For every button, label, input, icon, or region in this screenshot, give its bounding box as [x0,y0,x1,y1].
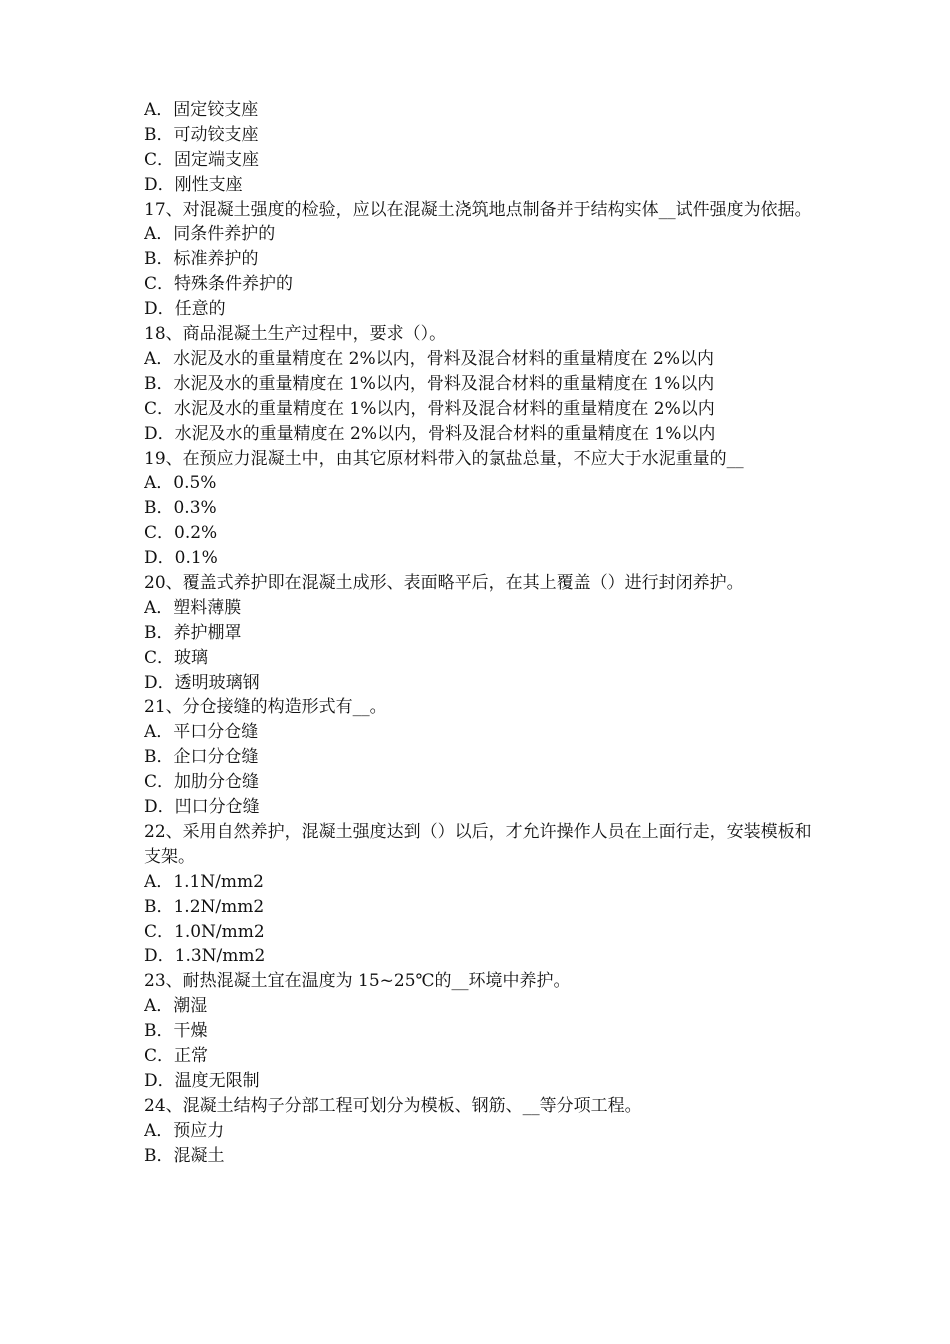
answer-option: B．企口分仓缝 [144,747,259,768]
answer-option: A．预应力 [144,1120,225,1141]
answer-option: B．0.3% [144,498,217,519]
question-text: 22、采用自然养护，混凝土强度达到（）以后，才允许操作人员在上面行走，安装模板和支架。 [144,821,812,867]
answer-option: C．玻璃 [144,647,209,668]
answer-option: C．0.2% [144,523,218,544]
answer-option: B．养护棚罩 [144,622,242,643]
answer-option: B．混凝土 [144,1145,225,1166]
question-text: 21、分仓接缝的构造形式有__。 [144,697,387,718]
answer-option: C．1.0N/mm2 [144,921,265,942]
answer-option: C．特殊条件养护的 [144,274,294,295]
answer-option: B．标准养护的 [144,249,259,270]
answer-option: D．水泥及水的重量精度在 2%以内，骨料及混合材料的重量精度在 1%以内 [144,423,716,444]
answer-option: C．固定端支座 [144,149,260,170]
answer-option: A．固定铰支座 [144,100,259,120]
answer-option: D．任意的 [144,299,226,320]
question-text: 18、商品混凝土生产过程中，要求（）。 [144,324,447,345]
answer-option: A．同条件养护的 [144,224,276,245]
answer-option: D．刚性支座 [144,174,243,195]
answer-option: D．1.3N/mm2 [144,946,266,967]
question-text: 24、混凝土结构子分部工程可划分为模板、钢筋、__等分项工程。 [144,1095,642,1116]
question-text: 17、对混凝土强度的检验，应以在混凝土浇筑地点制备并于结构实体__试件强度为依据。 [144,199,812,220]
answer-option: A．1.1N/mm2 [144,871,264,892]
answer-option: A．塑料薄膜 [144,597,242,618]
answer-option: C．正常 [144,1045,209,1066]
question-text: 23、耐热混凝土宜在温度为 15~25℃的__环境中养护。 [144,971,571,992]
answer-option: D．凹口分仓缝 [144,797,260,818]
answer-option: D．0.1% [144,548,218,569]
answer-option: A．0.5% [144,473,217,494]
answer-option: B．1.2N/mm2 [144,896,265,917]
answer-option: B．可动铰支座 [144,124,259,145]
answer-option: B．水泥及水的重量精度在 1%以内，骨料及混合材料的重量精度在 1%以内 [144,373,715,394]
answer-option: B．干燥 [144,1021,208,1042]
question-text: 19、在预应力混凝土中，由其它原材料带入的氯盐总量，不应大于水泥重量的__ [144,448,744,469]
answer-option: D．透明玻璃钢 [144,672,260,693]
question-text: 20、覆盖式养护即在混凝土成形、表面略平后，在其上覆盖（）进行封闭养护。 [144,572,744,593]
answer-option: D．温度无限制 [144,1070,260,1091]
answer-option: C．水泥及水的重量精度在 1%以内，骨料及混合材料的重量精度在 2%以内 [144,398,715,419]
answer-option: A．潮湿 [144,996,208,1017]
answer-option: C．加肋分仓缝 [144,772,260,793]
answer-option: A．水泥及水的重量精度在 2%以内，骨料及混合材料的重量精度在 2%以内 [144,348,715,369]
answer-option: A．平口分仓缝 [144,722,259,743]
